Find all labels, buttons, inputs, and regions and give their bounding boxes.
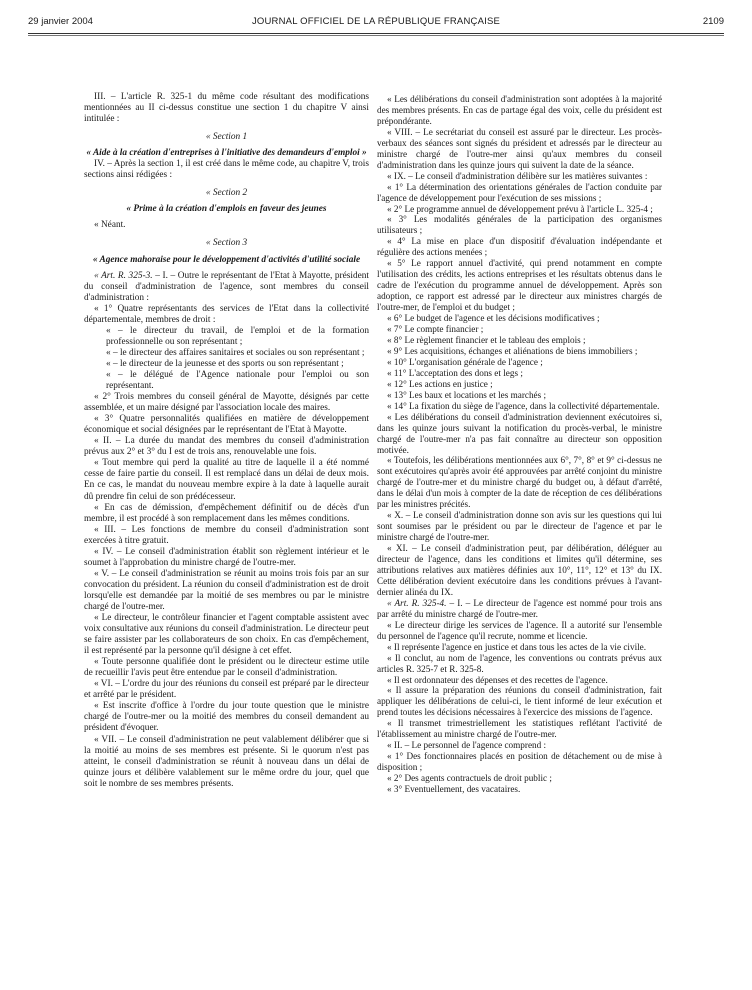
list-item: « 13° Les baux et locations et les marchés ;: [387, 389, 547, 400]
header-rule: [28, 33, 724, 34]
page-number: 2109: [702, 16, 724, 27]
paragraph: « Est inscrite d'office à l'ordre du jour toute question que le ministre chargé de l'outre-mer ou la moitié des membres du conseil demandent au président d'évoquer.: [84, 701, 369, 734]
paragraph: « VII. – Le conseil d'administration ne peut valablement délibérer que si la moitié au moins de ses membres est présente. Si le quorum n'est pas atteint, le conseil d'administration se réunit à nouveau dans un délai de quinze jours et délibère valablement sur le même ordre du jour, quel que soit le nombre de ses membres présents.: [84, 734, 369, 789]
paragraph: « IX. – Le conseil d'administration délibère sur les matières suivantes :: [387, 170, 648, 181]
header-rule-thin: [28, 35, 724, 36]
article-ref: « Art. R. 325-4.: [387, 597, 447, 608]
paragraph: « VIII. – Le secrétariat du conseil est assuré par le directeur. Les procès-verbaux des séances sont signés du président et adressés par le directeur au ministre chargé de l'outre-mer ainsi qu'aux membres du conseil d'administration dans les quinze jours qui suivent la date de la séance.: [377, 126, 662, 170]
paragraph: IV. – Après la section 1, il est créé dans le même code, au chapitre V, trois sections ainsi rédigées :: [84, 159, 369, 181]
list-item: « 9° Les acquisitions, échanges et aliénations de biens immobiliers ;: [387, 345, 638, 356]
paragraph: « Il conclut, au nom de l'agence, les conventions ou contrats prévus aux articles R. 325-7 et R. 325-8.: [377, 652, 662, 674]
list-item: « – le délégué de l'Agence nationale pour l'emploi ou son représentant.: [106, 369, 369, 392]
list-item: « – le directeur du travail, de l'emploi et de la formation professionnelle ou son représentant ;: [106, 325, 369, 347]
list-item: « 1° Des fonctionnaires placés en position de détachement ou de mise à disposition ;: [377, 751, 662, 773]
header-date: 29 janvier 2004: [28, 16, 93, 27]
list-item: « 5° Le rapport annuel d'activité, qui prend notamment en compte l'utilisation des crédits, les actions entreprises et les résultats obtenus dans le cadre de l'exécution du programme annuel de développement. Après son adoption, ce rapport est adressé par le directeur aux ministres chargés de l'outre-mer, de l'emploi et du budget ;: [377, 258, 662, 313]
paragraph: « Le directeur, le contrôleur financier et l'agent comptable assistent avec voix consultative aux réunions du conseil d'administration. Le directeur peut se faire assister par les collaborateurs de son choix. En cas d'empêchement, il est représenté par la personne qu'il désigne à cet effet.: [84, 613, 369, 657]
article-paragraph: [377, 598, 662, 620]
paragraph: « Le directeur dirige les services de l'agence. Il a autorité sur l'ensemble du personnel de l'agence qu'il recrute, nomme et licencie.: [377, 619, 662, 641]
paragraph: « IV. – Le conseil d'administration établit son règlement intérieur et le soumet à l'approbation du ministre chargé de l'outre-mer.: [84, 546, 369, 568]
list-item: « 10° L'organisation générale de l'agence ;: [387, 356, 543, 367]
paragraph: « Il assure la préparation des réunions du conseil d'administration, fait appliquer les délibérations de celui-ci, le tient informé de leur exécution et prend toutes les décisions nécessaires à l'exercice des missions de l'agence.: [377, 685, 662, 718]
paragraph: « 3° Quatre personnalités qualifiées en matière de développement économique et social désignées par le représentant de l'Etat à Mayotte.: [84, 414, 369, 436]
section-title: « Agence mahoraise pour le développement d'activités d'utilité sociale: [92, 254, 361, 265]
paragraph: « XI. – Le conseil d'administration peut, par délibération, déléguer au directeur de l'agence, dans les conditions et limites qu'il détermine, ses attributions relatives aux matières définies aux 10°, 11°, 12° et 13° du IX. Cette délibération devient exécutoire dans les conditions prévues à l'avant-dernier alinéa du IX.: [377, 543, 662, 597]
paragraph: « Il transmet trimestriellement les statistiques reflétant l'activité de l'établissement au ministre chargé de l'outre-mer.: [377, 718, 662, 740]
article-text: – I. – Le directeur de l'agence est nommé pour trois ans par arrêté du ministre chargé de l'outre-mer.: [377, 597, 662, 619]
paragraph: « VI. – L'ordre du jour des réunions du conseil est préparé par le directeur et arrêté par le président.: [84, 679, 369, 701]
list-item: « 3° Eventuellement, des vacataires.: [387, 784, 521, 795]
article-ref: « Art. R. 325-3.: [94, 270, 153, 281]
list-item: « – le directeur des affaires sanitaires et sociales ou son représentant ;: [106, 347, 365, 358]
list-item: « 3° Les modalités générales de la participation des organismes utilisateurs ;: [377, 214, 662, 236]
article-paragraph: [84, 271, 369, 304]
list-item: « 8° Le règlement financier et le tableau des emplois ;: [387, 334, 586, 345]
list-item: « 1° La détermination des orientations générales de l'action conduite par l'agence de développement pour l'exécution de ses missions ;: [377, 181, 662, 203]
list-item: « – le directeur de la jeunesse et des sports ou son représentant ;: [106, 358, 344, 369]
list-item: « 11° L'acceptation des dons et legs ;: [387, 367, 523, 378]
section-title: « Prime à la création d'emplois en faveur des jeunes: [126, 204, 327, 215]
list-item: « 4° La mise en place d'un dispositif d'évaluation indépendante et régulière des actions menées ;: [377, 236, 662, 258]
paragraph: « 2° Trois membres du conseil général de Mayotte, désignés par cette assemblée, et un maire désigné par l'association locale des maires.: [84, 392, 369, 414]
journal-title: JOURNAL OFFICIEL DE LA RÉPUBLIQUE FRANÇAISE: [251, 16, 501, 27]
paragraph: « V. – Le conseil d'administration se réunit au moins trois fois par an sur convocation du président. La réunion du conseil d'administration est de droit lorsqu'elle est demandée par la moitié de ses membres ou par le ministre chargé de l'outre-mer.: [84, 568, 369, 612]
paragraph: « En cas de démission, d'empêchement définitif ou de décès d'un membre, il est procédé à son remplacement dans les mêmes conditions.: [84, 502, 369, 524]
paragraph: « X. – Le conseil d'administration donne son avis sur les questions qui lui sont soumises par le président ou par le directeur de l'agence et par le ministre chargé de l'outre-mer.: [377, 510, 662, 543]
list-item: « 2° Des agents contractuels de droit public ;: [387, 773, 552, 784]
list-item: « 6° Le budget de l'agence et les décisions modificatives ;: [387, 313, 600, 324]
paragraph: III. – L'article R. 325-1 du même code résultant des modifications mentionnées au II ci-dessus constitue une section 1 du chapitre V ainsi intitulée :: [84, 92, 369, 125]
right-column: [377, 94, 662, 795]
list-item: « 2° Le programme annuel de développement prévu à l'article L. 325-4 ;: [387, 203, 653, 214]
section-label: « Section 2: [205, 188, 248, 199]
paragraph: « III. – Les fonctions de membre du conseil d'administration sont exercées à titre gratuit.: [84, 524, 369, 546]
paragraph: « Toute personne qualifiée dont le président ou le directeur estime utile de recueillir l'avis peut être entendue par le conseil d'administration.: [84, 657, 369, 679]
list-item: « 7° Le compte financier ;: [387, 324, 484, 335]
page-header: [28, 16, 724, 32]
section-label: « Section 3: [205, 238, 248, 249]
paragraph: « 1° Quatre représentants des services de l'Etat dans la collectivité départementale, membres de droit :: [84, 303, 369, 325]
paragraph: « Les délibérations du conseil d'administration deviennent exécutoires si, dans les quinze jours suivant la notification du procès-verbal, le ministre chargé de l'outre-mer n'a pas fait connaître au directeur son opposition motivée.: [377, 411, 662, 455]
section-title: « Aide à la création d'entreprises à l'initiative des demandeurs d'emploi »: [86, 148, 367, 159]
section-label: « Section 1: [205, 132, 248, 143]
paragraph: « Tout membre qui perd la qualité au titre de laquelle il a été nommé cesse de faire partie du conseil. Il est remplacé dans un délai de deux mois. En ce cas, le mandat du nouveau membre expire à la date à laquelle aurait dû prendre fin celui de son prédécesseur.: [84, 458, 369, 502]
paragraph: « Néant.: [94, 220, 126, 231]
paragraph: « II. – La durée du mandat des membres du conseil d'administration prévus aux 2° et 3° du I est de trois ans, renouvelable une fois.: [84, 436, 369, 458]
article-text: – I. – Outre le représentant de l'Etat à Mayotte, président du conseil d'administration de l'agence, sont membres du conseil d'administration :: [84, 270, 369, 303]
paragraph: « Les délibérations du conseil d'administration sont adoptées à la majorité des membres présents. En cas de partage égal des voix, celle du président est prépondérante.: [377, 94, 662, 126]
list-item: « 12° Les actions en justice ;: [387, 378, 493, 389]
paragraph: « Il représente l'agence en justice et dans tous les actes de la vie civile.: [387, 641, 647, 652]
paragraph: « Toutefois, les délibérations mentionnées aux 6°, 7°, 8° et 9° ci-dessus ne sont exécutoires qu'après avoir été approuvées par arrêté conjoint du ministre chargé de l'outre-mer et du ministre chargé du budget ou, à défaut d'arrêté, dans le délai d'un mois à compter de la date de réception de ces délibérations par les ministres précités.: [377, 455, 662, 510]
paragraph: « II. – Le personnel de l'agence comprend :: [387, 740, 547, 751]
left-column: [84, 92, 369, 790]
list-item: « 14° La fixation du siège de l'agence, dans la collectivité départementale.: [387, 400, 660, 411]
paragraph: « Il est ordonnateur des dépenses et des recettes de l'agence.: [387, 674, 608, 685]
